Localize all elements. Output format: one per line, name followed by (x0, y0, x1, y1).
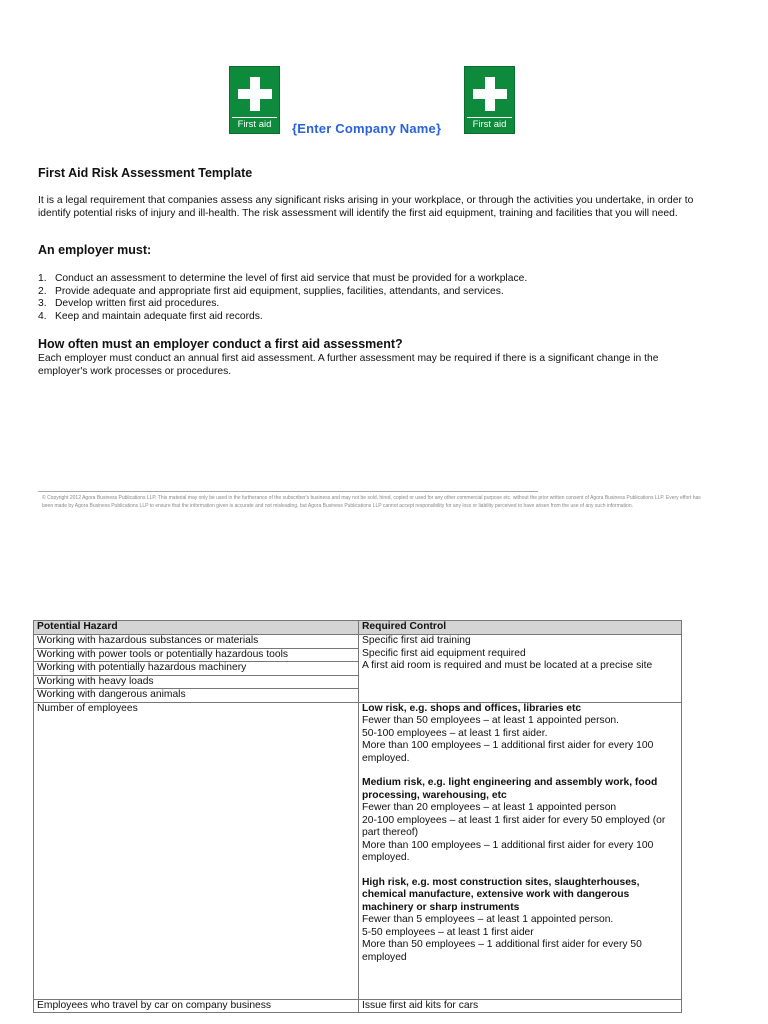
column-header-control: Required Control (359, 621, 682, 635)
list-item (38, 311, 527, 324)
first-aid-logo-left (229, 66, 280, 134)
risk-line: Fewer than 50 employees – at least 1 appointed person. (362, 715, 620, 726)
spacer (362, 865, 678, 877)
copyright-notice: © Copyright 2012 Agora Business Publications LLP. This material may only be used in the furtherance of the subscriber's business and may not be sold, hired, copied or used for any other commercial purpose etc. without the prior written consent of Agora Business Publications LLP. Every effort has been made by Agora Business Publications LLP to ensure that the information given is accurate and not misleading, but Agora Business Publications LLP cannot accept responsibility for any loss or liability perceived to have arisen from the use of any such information. (42, 495, 701, 509)
risk-line: 5-50 employees – at least 1 first aider (362, 926, 534, 938)
control-cell (359, 702, 682, 999)
frequency-paragraph: Each employer must conduct an annual first aid assessment. A further assessment may be required if there is a significant change in the employer's work processes or procedures. (38, 353, 659, 377)
hazard-cell: Working with power tools or potentially hazardous tools (34, 648, 359, 662)
frequency-heading: How often must an employer conduct a first aid assessment? (38, 337, 403, 351)
column-header-hazard: Potential Hazard (34, 621, 359, 635)
list-text: Keep and maintain adequate first aid records. (55, 310, 263, 322)
hazard-cell: Working with dangerous animals (34, 689, 359, 703)
hazard-cell: Working with hazardous substances or materials (34, 635, 359, 649)
document-title: First Aid Risk Assessment Template (38, 166, 253, 180)
control-cell (359, 635, 682, 703)
list-item (38, 273, 527, 286)
hazard-cell: Number of employees (34, 702, 359, 999)
risk-line: 50-100 employees – at least 1 first aider. (362, 727, 548, 739)
risk-line: 20-100 employees – at least 1 first aider for every 50 employed (or part thereof) (362, 814, 666, 838)
logo-caption: First aid (467, 117, 512, 131)
intro-paragraph: It is a legal requirement that companies assess any significant risks arising in your workplace, or through the activities you undertake, in order to identify potential risks of injury and ill-health. The risk assessment will identify the first aid equipment, training and facilities that you will need. (38, 195, 694, 219)
risk-line: Fewer than 5 employees – at least 1 appointed person. (362, 914, 614, 925)
risk-heading: High risk, e.g. most construction sites, slaughterhouses, chemical manufacture, extensive work with dangerous machinery or sharp instruments (362, 876, 640, 913)
employer-heading: An employer must: (38, 243, 152, 257)
control-line: Specific first aid training (362, 635, 471, 646)
table-row (34, 702, 682, 999)
risk-line: More than 100 employees – 1 additional first aider for every 100 employed. (362, 740, 654, 764)
list-text: Provide adequate and appropriate first aid equipment, supplies, facilities, attendants, and services. (55, 285, 504, 297)
table-row (34, 635, 682, 649)
list-number: 3. (38, 298, 47, 309)
first-aid-logo-right (464, 66, 515, 134)
first-aid-cross-bar (473, 89, 507, 99)
list-number: 2. (38, 285, 47, 297)
list-number: 4. (38, 310, 47, 322)
list-text: Develop written first aid procedures. (55, 298, 220, 309)
first-aid-cross-bar (238, 89, 272, 99)
risk-heading: Low risk, e.g. shops and offices, libraries etc (362, 702, 582, 714)
list-text: Conduct an assessment to determine the level of first aid service that must be provided for a workplace. (55, 273, 528, 284)
risk-line: More than 50 employees – 1 additional first aider for every 50 employed (362, 939, 642, 963)
company-name-placeholder[interactable]: {Enter Company Name} (292, 121, 442, 136)
hazard-cell: Employees who travel by car on company business (34, 999, 359, 1013)
risk-line: Fewer than 20 employees – at least 1 appointed person (362, 802, 617, 813)
risk-line: More than 100 employees – 1 additional first aider for every 100 employed. (362, 839, 654, 863)
table-header-row (34, 621, 682, 635)
hazard-cell: Working with potentially hazardous machinery (34, 662, 359, 676)
list-item (38, 298, 527, 311)
risk-heading: Medium risk, e.g. light engineering and assembly work, food processing, warehousing, etc (362, 777, 658, 801)
logo-caption: First aid (232, 117, 277, 131)
hazard-cell: Working with heavy loads (34, 675, 359, 689)
spacer (362, 765, 678, 777)
control-line: Specific first aid equipment required (362, 647, 526, 659)
table-row (34, 999, 682, 1013)
list-item (38, 286, 527, 299)
footer-divider (38, 491, 538, 492)
control-cell: Issue first aid kits for cars (359, 999, 682, 1013)
requirements-list (38, 273, 527, 323)
list-number: 1. (38, 273, 47, 284)
hazard-control-table (33, 620, 682, 1013)
control-line: A first aid room is required and must be located at a precise site (362, 660, 653, 671)
